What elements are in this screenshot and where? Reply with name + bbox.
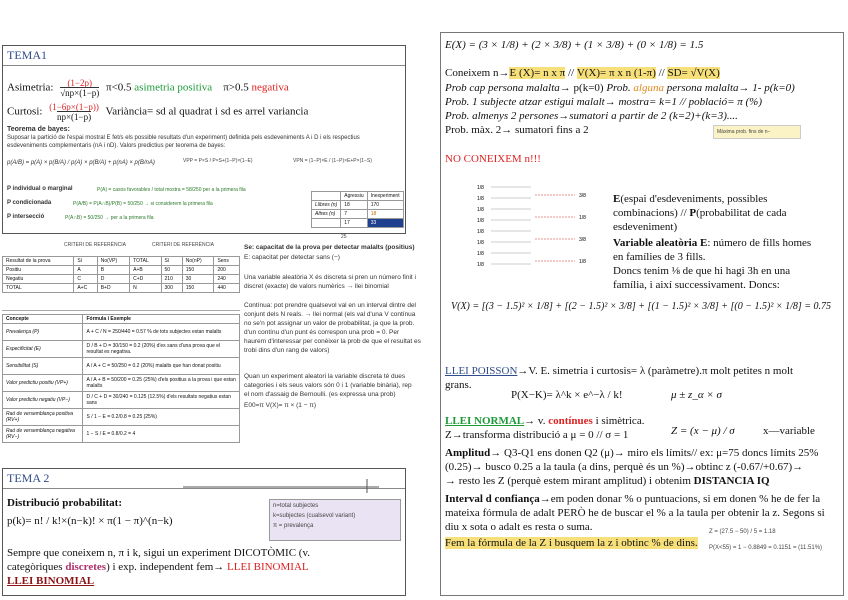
contingency-cell: 200 [214,266,240,275]
curtosi-row [7,102,308,122]
contingency-table [2,256,240,293]
poisson-formula: P(X−K)= λ^k × e^−λ / k! [511,389,623,401]
prob-row2: Prob. 1 subjecte atzar estigui malalt→ mostra= k=1 // població= π (%) [445,96,763,108]
concept-cell: Valor predictiu negatiu (VP−) [3,392,83,409]
contingency-cell: Resultat de la prova [3,257,74,266]
p-interseccio-formula: P(A∩B) = 50/250 → per a la primera fila [65,215,154,221]
va-line2-right: en famílies de 3 fills. [613,251,706,263]
contingency-cell: Sens [214,257,240,266]
exp-line2: categories i els seus valors són 0 i 1 (variable binària), rep [244,382,412,389]
se-text: Se: capacitat de la prova per detectar malalts (positius) [244,244,415,251]
concept-header: Fórmula i Exemple [83,315,240,324]
exp-line1: Quan un experiment aleatori la variable discreta té dues [244,373,406,380]
concept-cell: Valor predictiu positiu (VP+) [3,375,83,392]
p-interseccio-label: P intersecció [7,214,45,220]
binomial-formula: p(k)= n! / k!×(n−k)! × π(1 − π)^(n−k) [7,515,173,527]
prob-row4: Prob. màx. 2→ sumatori fins a 2 [445,124,589,136]
int-b: →em poden donar % o puntuacions, si em donen % he de fer la [539,493,821,505]
llei-binomial-title: LLEI BINOMIAL [7,575,95,587]
normal-z-line: Z→transforma distribució a μ = 0 // σ = 1 [445,429,629,441]
tree-value: 1/8 [477,218,484,224]
p-individual-formula: P(A) = casos favorables / total mostra = 58/250 per a la primera fila [97,187,246,193]
note-line3: π = prevalença [273,523,314,529]
bayes-line1: Suposar la partició de l'espai mostral E fet/s els possible resultats d'un experiment) definida pels esdeveniments A i D i els respectius [7,135,360,141]
bayes-small-table [311,191,404,228]
contingency-cell: C+D [130,275,161,284]
concept-cell: S / 1 − E = 0.2/0.8 = 0.25 (25%) [83,409,240,426]
z-formula: Z = (x − μ) / σ [671,425,735,437]
normal-row [445,415,644,427]
vpp-formula: VPP = P×S / P×S+(1−P)×(1−E) [183,158,253,164]
tema1-box [2,45,406,240]
concept-cell: A / A + B = 50/200 = 0.25 (25%) d'els positius a la prova i que estan malalts [83,375,240,392]
tree-value: 1/8 [477,240,484,246]
contingency-cell: 50 [161,266,182,275]
asim-neg: negativa [251,81,289,94]
bayes-title: Teorema de bayes: [7,126,70,133]
int-title: Interval d confiança [445,493,540,505]
sticky-note: Màxima prob. fins de n− [713,125,801,139]
note-line2: k=subjectes (cualsevol variant) [273,513,356,519]
contingency-cell: Sí [161,257,182,266]
con-c: // [565,67,577,79]
concept-cell: D / B + D = 30/150 = 0.2 (20%) d'es sans d'una prova que el resultat es negativa. [83,341,240,358]
st-cell: Agressiu [341,192,367,201]
e-text-line3: esdeveniment) [613,221,678,233]
concept-header: Concepte [3,315,83,324]
contingency-cell: 240 [214,275,240,284]
amplitud-line1 [445,447,818,459]
interval-line3: diu x sota o adalt es resta o suma. [445,521,593,533]
asim-pi2: π>0.5 [223,81,249,94]
interval-line2: mateixa fórmula de adalt PERÒ he de buscar el % a la taula per obtenir la z. Segons si [445,507,825,519]
p-bold: P [689,207,697,219]
ampl-title: Amplitud [445,447,491,459]
prob1a: Prob cap persona malalta→ [445,82,571,94]
curtosi-label: Curtosi: [7,105,43,118]
st-cell: 170 [367,201,403,210]
contingency-cell: 150 [182,284,214,293]
poisson-text: →V. E. simetria i curtosis= λ (paràmetre).π molt petites n molt [517,365,794,377]
contingency-cell: 210 [161,275,182,284]
curt-num: (1−6p×(1−p)) [49,102,99,112]
x-variable: x—variable [763,425,815,437]
contingency-cell: No(VP) [97,257,129,266]
sempre-cat: categòriques [7,561,63,573]
cont-line5: haurem d'interessar per conèixer la prob de que el resultat es [244,338,421,345]
tree-value: 1/8 [477,196,484,202]
bayes-line2: esdeveniments complementaris (nA i nD). Valors predictius per teorema de bayes: [7,143,226,149]
ampl-e: DISTANCIA IQ [693,475,770,487]
normal-title: LLEI NORMAL [445,415,525,427]
asim-pos: asimetria positiva [134,81,213,94]
con-a: Coneixem n→ [445,67,510,79]
vpn-formula: VPN = (1−P)×E / (1−P)×E+P×(1−S) [293,158,372,164]
va-line1: Una variable aleatòria X és discreta si pren un número finit i [244,274,416,281]
sempre-disc: discretes [65,561,107,573]
contingency-cell: 30 [182,275,214,284]
small-calc1: Z = (27.5 − 50) / 5 = 1.18 [709,529,776,535]
va-b: : número de fills homes [707,237,812,249]
prob-row1 [445,82,795,94]
prob1d: alguna [630,82,664,94]
contingency-cell: TOTAL [3,284,74,293]
va-line3-right: Doncs tenim ⅛ de que hi hagi 3h en una [613,265,791,277]
st-cell: Altres (n) [312,210,341,219]
st-cell: 7 [341,210,367,219]
tree-value: 1/8 [477,185,484,191]
contingency-cell: 150 [182,266,214,275]
e-text-line1 [613,193,767,205]
asim-den: √np×(1−p) [60,88,100,98]
contingency-cell: Negatiu [3,275,74,284]
st-extra: 25 [341,234,347,240]
sempre-line1: Sempre que coneixem n, π i k, sigui un experiment DICOTÒMIC (v. [7,547,311,559]
tree-value: 1/8 [477,262,484,268]
contingency-cell: A+C [74,284,97,293]
concept-cell: A / A + C = 50/250 = 0.2 (20%) malalts que han donat positiu [83,358,240,375]
e-text-b: (espai d'esdeveniments, possibles [620,193,768,205]
contingency-cell: B+D [97,284,129,293]
concept-cell: Especificitat (E) [3,341,83,358]
prob1c: Prob. [606,82,631,94]
tema2-title: TEMA 2 [3,469,405,489]
concept-cell: D / C + D = 30/240 = 0.125 (12.5%) d'els resultats negatius estan sans [83,392,240,409]
confidence-formula: μ ± z_α × σ [671,389,722,401]
contingency-cell: A+B [130,266,161,275]
amplitud-line3 [445,475,770,487]
concepts-table [2,314,240,443]
normal-c: contínues [548,415,593,427]
normal-b: → v. [524,415,549,427]
bayes-formula: p(A/B) = p(A) × p(B/A) / p(A) × p(B/A) + p(nA) × p(B/nA) [7,160,155,166]
distrib-title: Distribució probabilitat: [7,497,123,509]
exp-line3: el nom d'assaig de Bernoulli. (es expressa una prob) [244,391,396,398]
ampl-b: → Q3-Q1 ens donen Q2 (μ)→ miro els límits// ex: μ=75 doncs límits 25% [490,447,819,459]
cont-header1: CRITERI DE REFERÈNCIA [64,242,126,248]
right-panel [440,32,844,596]
e-text-c: combinacions) // [613,207,690,219]
contingency-cell: D [97,275,129,284]
note-line1: n=total subjectes [273,503,319,509]
note-box [269,499,401,541]
tree-value: 1/8 [477,251,484,257]
sempre-exp: ) i exp. independent fem→ [106,561,225,573]
asim-num: (1−2p) [67,78,93,88]
concept-cell: Sensibilitat (S) [3,358,83,375]
contingency-cell: Sí [74,257,97,266]
tree-value: 1/8 [477,207,484,213]
p-individual-label: P individual o marginal [7,186,73,192]
va-line2: discret (exacte) de valors numèrics → llei binomial [244,283,389,290]
con-d: V(X)= π x n (1-π) [576,67,656,79]
contingency-cell: B [97,266,129,275]
prob-row3: Prob. almenys 2 persones→sumatori a partir de 2 (k=2)+(k=3).... [445,110,738,122]
prob1b: p(k=0) [570,82,607,94]
contingency-cell: No(nP) [182,257,214,266]
st-cell [312,219,341,228]
cont-header2: CRITERI DE REFERÈNCIA [152,242,214,248]
normal-d: i simètrica. [592,415,645,427]
st-cell [312,192,341,201]
coneixem-row [445,67,720,79]
decorative-axis [183,473,383,497]
con-f: SD= √V(X) [667,67,720,79]
variance-formula: V(X) = [(3 − 1.5)² × 1/8] + [(2 − 1.5)² × 3/8] + [(1 − 1.5)² × 3/8] + [(0 − 1.5)² × 1/8] = 0.75 [451,301,831,312]
curt-den: np×(1−p) [56,112,92,122]
p-condicionada-label: P condicionada [7,200,52,206]
cont-line1: Contínua: pot prendre qualsevol val en un interval dintre del [244,302,416,309]
tema2-box [2,468,406,596]
no-coneixem-title: NO CONEIXEM n!!! [445,153,541,165]
contingency-cell: A [74,266,97,275]
tree-result: 1/8 [579,215,586,221]
concept-cell: Raó de versemblança negativa (RV−) [3,426,83,443]
concept-cell: Prevalença (P) [3,324,83,341]
contingency-cell: N [130,284,161,293]
sempre-llei: LLEI BINOMIAL [227,561,309,573]
tree-value: 1/8 [477,229,484,235]
cont-line2: conjunt dels N reals. → llei normal (els val d'una V contínua [244,311,416,318]
curt-text: Variància= sd al quadrat i sd es arrel variancia [105,105,309,118]
small-calc2: P(X<55) = 1 − 0.8849 = 0.1151 = (11.51%) [709,545,823,551]
concept-cell: A + C / N = 250/440 = 0.57 % de tots subjectes estan malalts [83,324,240,341]
contingency-cell: C [74,275,97,284]
concept-cell: 1 − S / E = 0.8/0.2 = 4 [83,426,240,443]
amplitud-line2: (0.25)→ busco 0.25 a la taula (a dins, perquè és un %)→obtinc z (-0.67/+0.67)→ [445,461,804,473]
e-text-line2 [613,207,787,219]
st-cell: 18 [341,201,367,210]
poisson-grans: grans. [445,379,472,391]
e-bold: E [613,193,621,205]
prob1e: persona malalta→ 1- p(k=0) [663,82,795,94]
con-b: E (X)= n x π [509,67,566,79]
poisson-title: LLEI POISSON [445,365,518,377]
exp-line4: E00=π V(X)= π × (1 − π) [244,402,316,409]
st-cell: 33 [367,219,403,228]
asim-pi1: π<0.5 [106,81,132,94]
probability-tree [451,181,601,281]
va-line1-right [613,237,811,249]
st-cell: 18 [367,210,403,219]
poisson-row [445,365,793,377]
ampl-d: → resto les Z (perquè estem mirant amplitud) i obtenim [445,475,694,487]
expected-value-formula: E(X) = (3 × 1/8) + (2 × 3/8) + (1 × 3/8) + (0 × 1/8) = 1.5 [445,39,704,51]
sempre-line2 [7,561,309,573]
contingency-cell: Positiu [3,266,74,275]
st-cell: 17 [341,219,367,228]
va-line4-right: família, i així successivament. Doncs: [613,279,780,291]
cont-line4: d'un contínu d'un punt és correspon una prob = 0. Per [244,329,400,336]
tree-result: 3/8 [579,237,586,243]
contingency-area [2,242,240,457]
concept-cell: Raó de versemblança positiva (RV+) [3,409,83,426]
va-a: Variable aleatòria E [613,237,708,249]
tree-result: 1/8 [579,259,586,265]
ee-text: E: capacitat per detectar sans (−) [244,254,340,261]
cont-line3: no se'n pot assignar un valor de probabilitat, ja que la prob. [244,320,415,327]
contingency-cell: TOTAL [130,257,161,266]
interval-line1 [445,493,820,505]
con-e: // [655,67,668,79]
asimetria-row [7,78,289,98]
st-cell: Llibres (n) [312,201,341,210]
contingency-cell: 440 [214,284,240,293]
tema1-title: TEMA1 [3,46,405,66]
cont-line6: trobi dins d'un rang de valors) [244,347,330,354]
asimetria-label: Asimetria: [7,81,54,94]
st-cell: Inexperiment [367,192,403,201]
fem-line: Fem la fórmula de la Z i busquem la z i obtinc % de dins. [445,537,698,549]
p-condicionada-formula: P(A/B) = P(A∩B)/P(B) = 50/250 → si considerem la primera fila [73,201,213,207]
e-text-e: (probabilitat de cada [696,207,787,219]
contingency-cell: 300 [161,284,182,293]
tree-result: 3/8 [579,193,586,199]
